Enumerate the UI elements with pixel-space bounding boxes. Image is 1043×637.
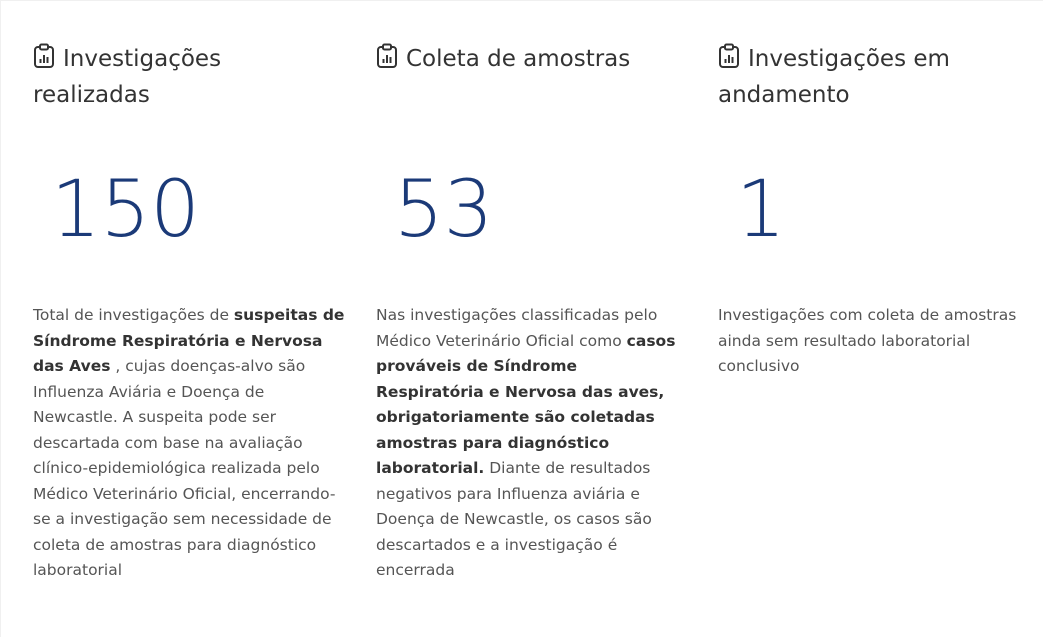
desc-text: Investigações com coleta de amostras ainda sem resultado laboratorial conclusivo xyxy=(718,306,1017,375)
card-title xyxy=(33,41,345,113)
clipboard-chart-icon xyxy=(33,43,55,69)
card-title-text: Investigações realizadas xyxy=(33,46,222,108)
card-description xyxy=(376,303,688,584)
card-title xyxy=(376,41,688,113)
card-value: 150 xyxy=(51,165,200,255)
card-value: 1 xyxy=(736,165,786,255)
card-coleta-de-amostras xyxy=(376,41,688,584)
card-value: 53 xyxy=(394,165,494,255)
clipboard-chart-icon xyxy=(376,43,398,69)
card-description xyxy=(718,303,1034,380)
desc-bold-text: suspeitas de Síndrome Respiratória e Nervosa das Aves xyxy=(33,306,345,375)
card-title xyxy=(718,41,1034,113)
clipboard-chart-icon xyxy=(718,43,740,69)
desc-bold-text: casos prováveis de Síndrome Respiratória e Nervosa das aves, obrigatoriamente são coletadas amostras para diagnóstico laboratorial. xyxy=(376,331,676,477)
card-title-text: Investigações em andamento xyxy=(718,46,950,108)
card-investigacoes-em-andamento xyxy=(718,41,1034,380)
desc-text: Total de investigações de xyxy=(33,306,234,324)
desc-text: Nas investigações classificadas pelo Médico Veterinário Oficial como xyxy=(376,306,658,350)
card-investigacoes-realizadas xyxy=(33,41,345,584)
desc-text: Diante de resultados negativos para Influenza aviária e Doença de Newcastle, os casos são descartados e a investigação é encerrada xyxy=(376,459,652,579)
card-description xyxy=(33,303,345,584)
desc-text: , cujas doenças-alvo são Influenza Aviária e Doença de Newcastle. A suspeita pode ser descartada com base na avaliação clínico-epidemiológica realizada pelo Médico Veterinário Oficial, encerrando-se a investigação sem necessidade de coleta de amostras para diagnóstico laboratorial xyxy=(33,357,336,579)
card-title-text: Coleta de amostras xyxy=(406,46,631,72)
